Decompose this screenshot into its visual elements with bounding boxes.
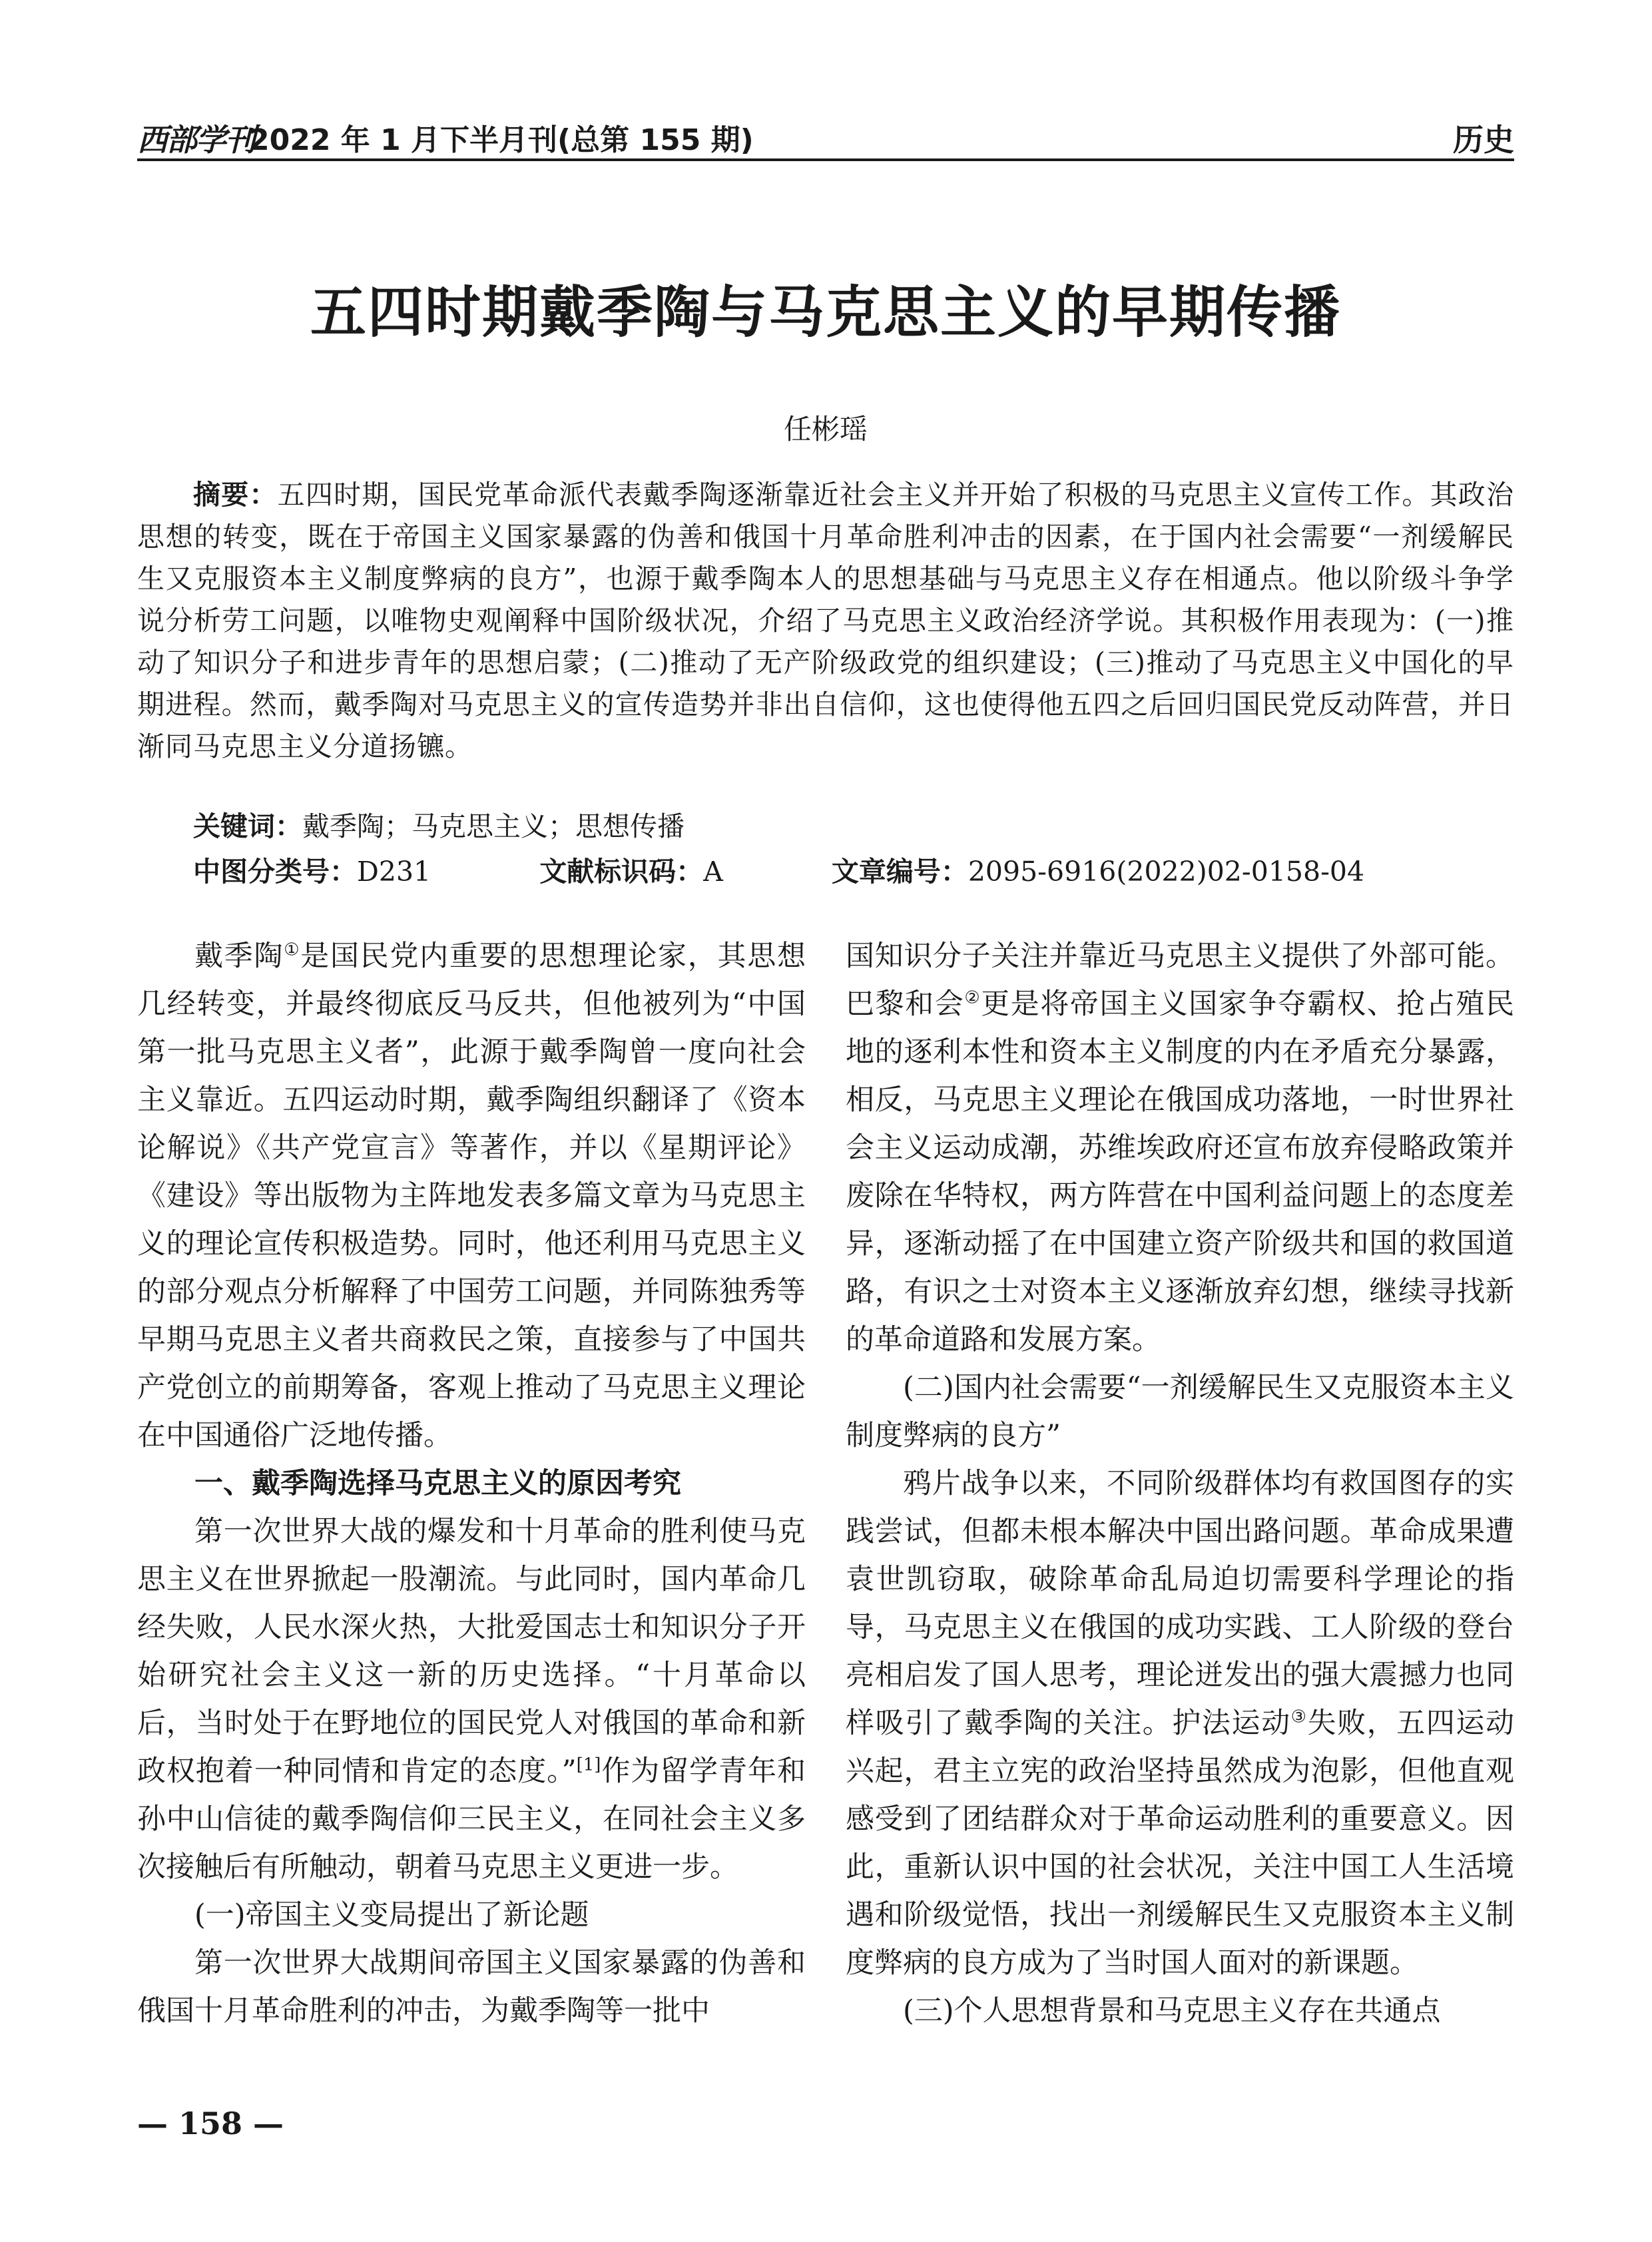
- subsection-heading: (一)帝国主义变局提出了新论题: [194, 1898, 589, 1932]
- footnote-marker: ②: [964, 987, 981, 1008]
- clc-label: 中图分类号：: [193, 856, 357, 888]
- author-name: 任彬瑶: [783, 413, 868, 445]
- clc-value: D231: [357, 856, 431, 888]
- abstract-text: 五四时期，国民党革命派代表戴季陶逐渐靠近社会主义并开始了积极的马克思主义宣传工作。其政治思想的转变，既在于帝国主义国家暴露的伪善和俄国十月革命胜利冲击的因素，在于国内社会需要“一剂缓解民生又克服资本主义制度弊病的良方”，也源于戴季陶本人的思想基础与马克思主义存在相通点。他以阶级斗争学说分析劳工问题，以唯物史观阐释中国阶级状况，介绍了马克思主义政治经济学说。其积极作用表现为：(一)推动了知识分子和进步青年的思想启蒙；(二)推动了无产阶级政党的组织建设；(三)推动了马克思主义中国化的早期进程。然而，戴季陶对马克思主义的宣传造势并非出自信仰，这也使得他五四之后回归国民党反动阵营，并日渐同马克思主义分道扬镳。: [137, 479, 1514, 762]
- journal-logo: 西部学刊: [137, 122, 254, 158]
- body-column-left: [137, 932, 806, 2035]
- article-number-label: 文章编号：: [831, 856, 968, 888]
- abstract-label: 摘要：: [193, 479, 278, 511]
- abstract: [137, 474, 1514, 768]
- citation-marker: [1]: [576, 1755, 601, 1775]
- paragraph: 国知识分子关注并靠近马克思主义提供了外部可能。巴黎和会②更是将帝国主义国家争夺霸权、抢占殖民地的逐利本性和资本主义制度的内在矛盾充分暴露，相反，马克思主义理论在俄国成功落地，一时世界社会主义运动成潮，苏维埃政府还宣布放弃侵略政策并废除在华特权，两方阵营在中国利益问题上的态度差异，逐渐动摇了在中国建立资产阶级共和国的救国道路，有识之士对资本主义逐渐放弃幻想，继续寻找新的革命道路和发展方案。: [846, 940, 1515, 1356]
- section-heading: 一、戴季陶选择马克思主义的原因考究: [194, 1467, 681, 1500]
- keywords-label: 关键词：: [193, 810, 302, 842]
- paragraph: 鸦片战争以来，不同阶级群体均有救国图存的实践尝试，但都未根本解决中国出路问题。革命成果遭袁世凯窃取，破除革命乱局迫切需要科学理论的指导，马克思主义在俄国的成功实践、工人阶级的登台亮相启发了国人思考，理论迸发出的强大震撼力也同样吸引了戴季陶的关注。护法运动③失败，五四运动兴起，君主立宪的政治坚持虽然成为泡影，但他直观感受到了团结群众对于革命运动胜利的重要意义。因此，重新认识中国的社会状况，关注中国工人生活境遇和阶级觉悟，找出一剂缓解民生又克服资本主义制度弊病的良方成为了当时国人面对的新课题。: [846, 1467, 1515, 1980]
- doc-code-value: A: [703, 856, 723, 888]
- section-label: 历史: [1453, 122, 1514, 158]
- paragraph: 第一次世界大战期间帝国主义国家暴露的伪善和俄国十月革命胜利的冲击，为戴季陶等一批中: [137, 1946, 806, 2028]
- doc-code-label: 文献标识码：: [539, 856, 704, 888]
- classification-line: [193, 850, 1364, 889]
- keywords: [193, 804, 685, 844]
- paragraph: 第一次世界大战的爆发和十月革命的胜利使马克思主义在世界掀起一股潮流。与此同时，国内革命几经失败，人民水深火热，大批爱国志士和知识分子开始研究社会主义这一新的历史选择。“十月革命以后，当时处于在野地位的国民党人对俄国的革命和新政权抱着一种同情和肯定的态度。”[1]作为留学青年和孙中山信徒的戴季陶信仰三民主义，在同社会主义多次接触后有所触动，朝着马克思主义更进一步。: [137, 1515, 806, 1884]
- keywords-text: 戴季陶；马克思主义；思想传播: [302, 810, 685, 842]
- header-rule: [137, 158, 1514, 161]
- subsection-heading: (二)国内社会需要“一剂缓解民生又克服资本主义制度弊病的良方”: [846, 1371, 1514, 1452]
- running-header: [137, 113, 1514, 160]
- page-number: — 158 —: [137, 2105, 284, 2141]
- issue-info: 2022 年 1 月下半月刊(总第 155 期): [249, 123, 754, 157]
- body-column-right: [846, 932, 1514, 2035]
- article-number-value: 2095-6916(2022)02-0158-04: [967, 856, 1365, 888]
- subsection-heading: (三)个人思想背景和马克思主义存在共通点: [903, 1994, 1441, 2028]
- footnote-marker: ③: [1290, 1707, 1308, 1727]
- paragraph: 戴季陶①是国民党内重要的思想理论家，其思想几经转变，并最终彻底反马反共，但他被列为“中国第一批马克思主义者”，此源于戴季陶曾一度向社会主义靠近。五四运动时期，戴季陶组织翻译了《资本论解说》《共产党宣言》等著作，并以《星期评论》《建设》等出版物为主阵地发表多篇文章为马克思主义的理论宣传积极造势。同时，他还利用马克思主义的部分观点分析解释了中国劳工问题，并同陈独秀等早期马克思主义者共商救民之策，直接参与了中国共产党创立的前期筹备，客观上推动了马克思主义理论在中国通俗广泛地传播。: [137, 940, 806, 1452]
- footnote-marker: ①: [284, 940, 301, 960]
- article-title: 五四时期戴季陶与马克思主义的早期传播: [310, 279, 1341, 345]
